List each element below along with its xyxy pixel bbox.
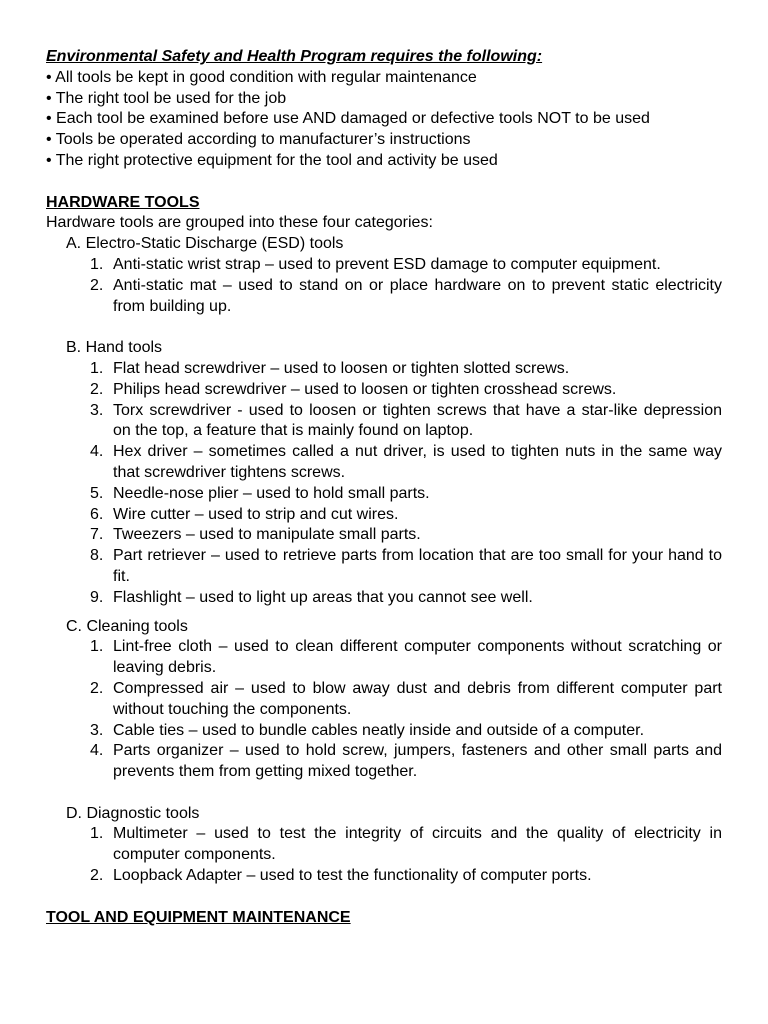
item-text: Part retriever – used to retrieve parts from location that are too small for your hand to fit. <box>113 547 722 585</box>
category-d-label: D. Diagnostic tools <box>66 804 200 822</box>
category-c-label: C. Cleaning tools <box>66 617 188 635</box>
item-text: Needle-nose plier – used to hold small parts. <box>113 484 430 502</box>
list-item <box>46 721 722 742</box>
item-text: Multimeter – used to test the integrity of circuits and the quality of electricity in computer components. <box>113 825 722 864</box>
list-item <box>46 866 722 887</box>
item-text: Flashlight – used to light up areas that you cannot see well. <box>113 588 533 606</box>
category-d-list <box>46 824 722 886</box>
item-text: Tweezers – used to manipulate small parts. <box>113 526 421 544</box>
list-item <box>46 380 722 401</box>
intro-bullet: • The right tool be used for the job <box>46 89 287 107</box>
list-item <box>46 401 722 443</box>
item-number: 3. <box>90 401 104 419</box>
list-item <box>46 679 722 721</box>
category-a-label: A. Electro-Static Discharge (ESD) tools <box>66 235 344 253</box>
list-item <box>46 505 722 526</box>
item-number: 5. <box>90 484 104 502</box>
list-item <box>46 255 722 276</box>
maintenance-heading: TOOL AND EQUIPMENT MAINTENANCE <box>46 908 351 926</box>
intro-bullet: • Tools be operated according to manufacturer’s instructions <box>46 131 471 149</box>
category-b-list <box>46 359 722 609</box>
item-text: Torx screwdriver - used to loosen or tighten screws that have a star-like depression on the top, a feature that is mainly found on laptop. <box>113 401 722 440</box>
item-number: 1. <box>90 825 104 843</box>
intro-bullet: • Each tool be examined before use AND damaged or defective tools NOT to be used <box>46 110 650 128</box>
item-text: Lint-free cloth – used to clean different computer components without scratching or leaving debris. <box>113 638 722 677</box>
item-number: 8. <box>90 547 104 565</box>
item-text: Loopback Adapter – used to test the functionality of computer ports. <box>113 867 592 885</box>
list-item <box>46 741 722 783</box>
item-text: Flat head screwdriver – used to loosen or tighten slotted screws. <box>113 359 570 377</box>
intro-bullet: • The right protective equipment for the tool and activity be used <box>46 151 498 169</box>
category-b-label: B. Hand tools <box>66 339 163 357</box>
category-c-list <box>46 637 722 783</box>
item-text: Hex driver – sometimes called a nut driver, is used to tighten nuts in the same way that screwdriver tightens screws. <box>113 443 722 481</box>
item-text: Wire cutter – used to strip and cut wires. <box>113 505 399 523</box>
item-number: 1. <box>90 638 104 656</box>
intro-bullet-list <box>46 68 722 172</box>
item-number: 6. <box>90 505 104 523</box>
item-text: Philips head screwdriver – used to loosen or tighten crosshead screws. <box>113 380 617 398</box>
item-number: 2. <box>90 867 104 885</box>
item-text: Anti-static wrist strap – used to prevent ESD damage to computer equipment. <box>113 255 661 273</box>
list-item <box>46 824 722 866</box>
item-number: 3. <box>90 721 104 739</box>
item-number: 2. <box>90 276 104 294</box>
item-text: Anti-static mat – used to stand on or place hardware on to prevent static electricity from building up. <box>113 276 722 315</box>
item-number: 1. <box>90 255 104 273</box>
list-item <box>46 442 722 484</box>
list-item <box>46 359 722 380</box>
item-number: 9. <box>90 588 104 606</box>
hardware-tools-intro: Hardware tools are grouped into these four categories: <box>46 214 433 232</box>
item-number: 2. <box>90 679 104 697</box>
document-page <box>46 47 722 928</box>
intro-heading: Environmental Safety and Health Program requires the following: <box>46 48 543 65</box>
list-item <box>46 276 722 318</box>
item-text: Cable ties – used to bundle cables neatly inside and outside of a computer. <box>113 721 645 739</box>
list-item <box>46 484 722 505</box>
hardware-tools-heading: HARDWARE TOOLS <box>46 193 200 211</box>
list-item <box>46 588 722 609</box>
item-number: 4. <box>90 443 104 461</box>
item-text: Parts organizer – used to hold screw, jumpers, fasteners and other small parts and prevents them from getting mixed together. <box>113 742 722 781</box>
list-item <box>46 637 722 679</box>
item-number: 2. <box>90 380 104 398</box>
item-number: 7. <box>90 526 104 544</box>
item-number: 1. <box>90 359 104 377</box>
item-text: Compressed air – used to blow away dust and debris from different computer part without touching the components. <box>113 679 722 718</box>
list-item <box>46 546 722 588</box>
list-item <box>46 525 722 546</box>
intro-bullet: • All tools be kept in good condition with regular maintenance <box>46 68 477 86</box>
item-number: 4. <box>90 742 104 760</box>
category-a-list <box>46 255 722 317</box>
